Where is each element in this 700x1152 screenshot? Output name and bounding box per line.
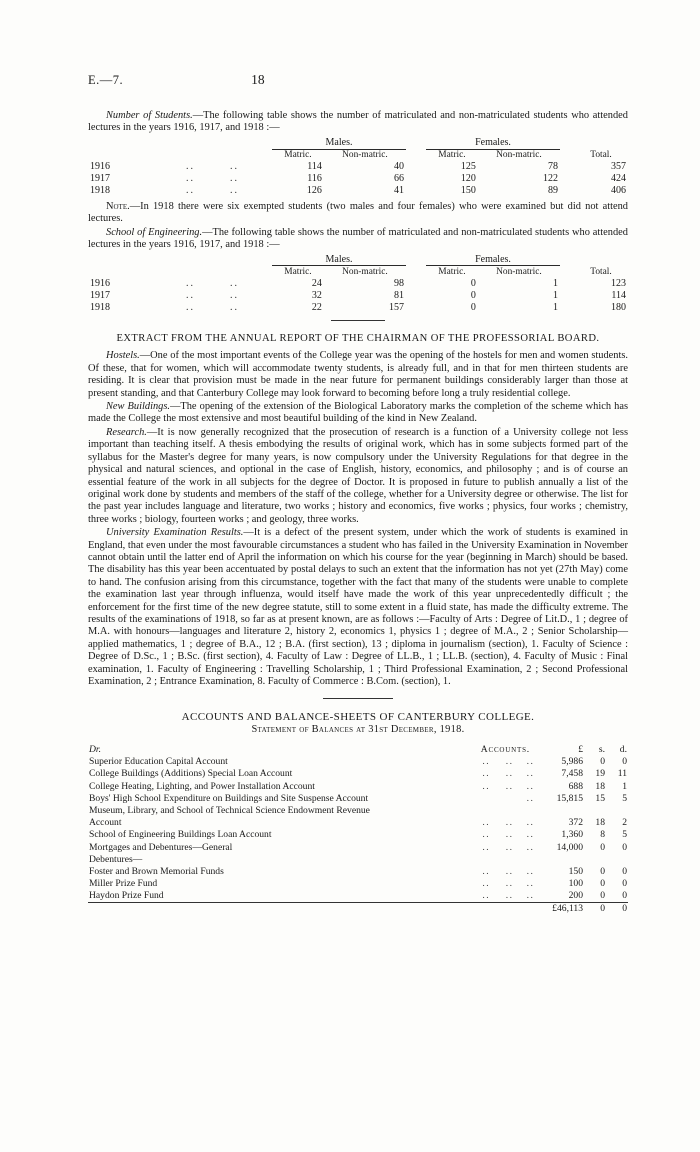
row-year: 1916 [90, 277, 110, 289]
group-header-females: Females. [426, 137, 560, 150]
cell-male-nonmatric: 41 [393, 185, 404, 197]
account-name: Foster and Brown Memorial Funds [89, 865, 224, 877]
col-header-male-nonmatric: Non-matric. [342, 150, 388, 161]
col-header-female-nonmatric: Non-matric. [496, 150, 542, 161]
leader-dots: .. [526, 768, 535, 780]
account-name: School of Engineering Buildings Loan Account [89, 829, 272, 841]
students-intro-text: —The following table shows the number of matriculated and non-matriculated students who attended lectures in the years 1916, 1917, and 1918 :— [88, 110, 628, 134]
table-column-header-row [88, 149, 628, 161]
leader-dots: .. [526, 841, 535, 853]
amount-shillings: 0 [600, 890, 605, 902]
amount-shillings: 0 [600, 841, 605, 853]
table-row [88, 301, 628, 313]
leader-dots: .. .. [482, 756, 514, 768]
table-group-header-row [88, 253, 628, 266]
paragraph-lead: New Buildings. [106, 401, 170, 413]
table-row [88, 817, 628, 829]
table-row [88, 185, 628, 197]
leader-dots: .. [186, 161, 195, 173]
amount-pounds: 200 [568, 890, 583, 902]
leader-dots: .. [186, 289, 195, 301]
cell-female-matric: 0 [470, 289, 476, 301]
amount-pounds [538, 804, 584, 816]
amount-shillings: 0 [600, 865, 605, 877]
row-year: 1917 [90, 173, 110, 185]
cell-female-nonmatric: 1 [553, 277, 558, 289]
page-content [88, 72, 628, 915]
table-row [88, 865, 628, 877]
table-row [88, 173, 628, 185]
amount-pence: 0 [622, 841, 627, 853]
cell-total: 123 [611, 277, 626, 289]
amount-pounds: 5,986 [561, 756, 583, 768]
amount-pence: 5 [622, 829, 627, 841]
col-header-female-matric: Matric. [438, 150, 466, 161]
cell-male-nonmatric: 98 [393, 277, 404, 289]
amount-shillings [584, 804, 606, 816]
accounts-divider-rule [323, 698, 393, 699]
report-section-title: EXTRACT FROM THE ANNUAL REPORT OF THE CHAIRMAN OF THE PROFESSORIAL BOARD. [116, 333, 600, 345]
leader-dots: .. [526, 829, 535, 841]
account-name: Debentures— [89, 853, 143, 865]
amount-pence: 0 [622, 890, 627, 902]
cell-total: 406 [611, 185, 626, 197]
page-number: 18 [251, 72, 265, 87]
balances-table [88, 743, 628, 915]
table-row [88, 877, 628, 889]
paragraph-text: —It is a defect of the present system, under which the work of students is examined in England, that even under the most favourable circumstances a student who has failed in the University Examination in November cannot obtain until the latter end of April the information on which his course for the year (beginning in March) should be based. The disability has this year been accentuated by postal delays to such an extent that the information has not yet (27th May) come to hand. The confusion arising from this circumstance, together with the fact that many of the students were unable to complete the examination last year through influenza, would itself have made the work of this year unprecedentedly difficult ; the enforcement for the first time of the new degree statute, still to some extent in a fluid state, has made the difficulty extreme. The results of the examinations of 1918, so far as at present known, are as follows :—Faculty of Arts : Degree of Lit.D., 1 ; degree of M.A. with honours—languages and literature 2, history 2, economics 1, physics 1 ; degree of M.A., 2 ; Senior Scholarship—applied mathematics, 1 ; degree of B.A., 12 ; B.A. (first section), 13 ; diploma in journalism (section), 1. Faculty of Science : Degree of D.Sc., 1 ; B.Sc. (first section), 4. Faculty of Law : Degree of LL.B., 1 ; LL.B. (section), 4. Faculty of Music : Final examination, 1. Faculty of Engineering : Travelling Scholarship, 1 ; Third Professional Examination, 2 ; Second Professional Examination, 2 ; Entrance Examination, 8. Faculty of Commerce : B.Com. (section), 1. [88, 527, 628, 687]
cell-male-matric: 32 [311, 289, 322, 301]
account-name: College Buildings (Additions) Special Loan Account [89, 768, 293, 780]
leader-dots: .. [230, 289, 239, 301]
amount-shillings: 8 [600, 829, 605, 841]
leader-dots: .. [230, 277, 239, 289]
table-row [88, 829, 628, 841]
leader-dots: .. [526, 878, 535, 890]
report-paragraph-research [88, 427, 628, 526]
accounts-title: ACCOUNTS AND BALANCE-SHEETS OF CANTERBURY COLLEGE. [181, 711, 535, 724]
amount-pence [606, 804, 628, 816]
row-year: 1918 [90, 185, 110, 197]
amount-pounds: 15,815 [556, 792, 583, 804]
engineering-intro-lead: School of Engineering. [106, 226, 203, 238]
cell-male-nonmatric: 40 [393, 161, 404, 173]
col-header-male-matric: Matric. [284, 150, 312, 161]
total-shillings: 0 [584, 902, 606, 915]
account-name: Haydon Prize Fund [89, 890, 164, 902]
cell-total: 114 [611, 289, 626, 301]
students-intro-lead: Number of Students. [106, 110, 193, 121]
row-year: 1917 [90, 289, 110, 301]
leader-dots: .. [230, 161, 239, 173]
leader-dots: .. [186, 185, 195, 197]
balances-header-row [88, 743, 628, 755]
students-table-wrap [88, 137, 628, 197]
col-header-total: Total. [590, 266, 612, 277]
amount-shillings [584, 853, 606, 865]
col-header-total: Total. [590, 150, 612, 161]
paragraph-lead: Hostels. [106, 350, 140, 362]
row-year: 1916 [90, 161, 110, 173]
students-intro-paragraph [88, 110, 628, 135]
col-header-female-nonmatric: Non-matric. [496, 266, 542, 277]
report-paragraph-new-buildings [88, 401, 628, 426]
paragraph-lead: Research. [106, 426, 147, 438]
col-header-shillings: s. [598, 744, 605, 755]
leader-dots: .. .. [482, 829, 514, 841]
amount-pence: 0 [622, 865, 627, 877]
section-divider-rule [331, 320, 385, 321]
row-year: 1918 [90, 301, 110, 313]
accounts-subtitle: Statement of Balances at 31st December, 1918. [251, 724, 465, 736]
accounts-column-label: Accounts. [480, 744, 530, 755]
engineering-intro-paragraph [88, 227, 628, 252]
cell-male-matric: 126 [306, 185, 322, 197]
cell-female-nonmatric: 122 [543, 173, 558, 185]
amount-pence: 0 [622, 878, 627, 890]
amount-pounds [538, 853, 584, 865]
table-row [88, 277, 628, 289]
cell-total: 357 [611, 161, 626, 173]
table-row [88, 841, 628, 853]
leader-dots: .. [186, 173, 195, 185]
cell-male-matric: 22 [311, 301, 322, 313]
leader-dots: .. .. [482, 780, 514, 792]
paragraph-text: —One of the most important events of the College year was the opening of the hostels for men and women students. Of these, that for women, which will accommodate twenty students, is already full, and in that for men thirteen students are residing. It is clear that provision must be made in the near future for permanent buildings considerably larger than those at present standing, and that Canterbury College may look forward to becoming before long a truly residential college. [88, 350, 628, 399]
paragraph-text: —It is now generally recognized that the prosecution of research is a function of a University college not less important than teaching itself. A thesis embodying the results of original work, which has in some subjects formed part of the syllabus for the Master's degree for many years, is now compulsory under the University Regulations for that degree in the physical and natural sciences, and optional in the case of English, history, economics, and philosophy ; and is of course an essential feature of the work in all subjects for the degree of Doctor. It is proposed in future to publish annually a list of the original work done by students and members of the staff of the college, whether for a University degree or otherwise. The list for the past year includes language and literature, two works ; history and economics, five works ; physics, four works ; chemistry, three works ; biology, fourteen works ; and geology, three works. [88, 426, 628, 525]
cell-female-nonmatric: 1 [553, 301, 558, 313]
amount-shillings: 19 [595, 768, 605, 780]
col-header-female-matric: Matric. [438, 266, 466, 277]
cell-female-matric: 120 [460, 173, 476, 185]
amount-pence: 5 [622, 792, 627, 804]
cell-total: 180 [611, 301, 626, 313]
amount-shillings: 0 [600, 756, 605, 768]
cell-total: 424 [611, 173, 626, 185]
cell-female-matric: 125 [460, 161, 476, 173]
cell-male-nonmatric: 81 [393, 289, 404, 301]
amount-pounds: 7,458 [561, 768, 583, 780]
table-row [88, 161, 628, 173]
cell-male-nonmatric: 157 [388, 301, 404, 313]
table-row [88, 890, 628, 903]
running-head: E.—7. [88, 73, 124, 87]
amount-shillings: 18 [595, 817, 605, 829]
cell-female-matric: 0 [470, 301, 476, 313]
report-paragraph-exam-results [88, 527, 628, 688]
leader-dots: .. .. [482, 817, 514, 829]
table-row [88, 756, 628, 768]
leader-dots: .. [526, 817, 535, 829]
leader-dots: .. [186, 277, 195, 289]
amount-pounds: 1,360 [561, 829, 583, 841]
leader-dots: .. [230, 173, 239, 185]
balances-total-row [88, 902, 628, 915]
table-row [88, 804, 628, 816]
account-name: Boys' High School Expenditure on Buildings and Site Suspense Account [89, 792, 369, 804]
amount-pounds: 688 [568, 780, 583, 792]
col-header-male-matric: Matric. [284, 266, 312, 277]
account-name: College Heating, Lighting, and Power Installation Account [89, 780, 315, 792]
leader-dots: .. .. [482, 768, 514, 780]
paragraph-text: —The opening of the extension of the Biological Laboratory marks the completion of the scheme which has made the College the most extensive and most beautiful building of the kind in New Zealand. [88, 401, 628, 425]
account-name: Superior Education Capital Account [89, 756, 228, 768]
note-text: —In 1918 there were six exempted students (two males and four females) who were examined but did not attend lectures. [88, 200, 628, 225]
total-pounds: £46,113 [538, 902, 584, 915]
table-row [88, 853, 628, 865]
cell-female-nonmatric: 1 [553, 289, 558, 301]
engineering-intro-text: —The following table shows the number of matriculated and non-matriculated students who attended lectures in the years 1916, 1917, and 1918 :— [88, 226, 628, 251]
students-note-paragraph [88, 201, 628, 226]
engineering-table [88, 253, 628, 313]
table-row [88, 289, 628, 301]
engineering-table-wrap [88, 253, 628, 313]
amount-pence: 0 [622, 756, 627, 768]
leader-dots: .. .. [482, 841, 514, 853]
paragraph-lead: University Examination Results. [106, 527, 244, 539]
account-name: Museum, Library, and School of Technical Science Endowment Revenue [89, 804, 370, 816]
account-name: Miller Prize Fund [89, 878, 158, 890]
dr-label: Dr. [89, 744, 101, 755]
cell-male-matric: 24 [311, 277, 322, 289]
amount-pence: 2 [622, 817, 627, 829]
col-header-male-nonmatric: Non-matric. [342, 266, 388, 277]
amount-pence: 11 [617, 768, 627, 780]
table-column-header-row [88, 266, 628, 278]
cell-male-nonmatric: 66 [393, 173, 404, 185]
page-header [88, 72, 628, 88]
cell-male-matric: 114 [307, 161, 322, 173]
leader-dots: .. [526, 792, 535, 804]
amount-shillings: 15 [595, 792, 605, 804]
total-pence: 0 [606, 902, 628, 915]
cell-female-nonmatric: 89 [548, 185, 558, 197]
amount-pounds: 100 [568, 878, 583, 890]
account-name: Account [89, 817, 122, 829]
table-row [88, 768, 628, 780]
account-name: Mortgages and Debentures—General [89, 841, 233, 853]
note-label: Note. [106, 200, 130, 212]
table-group-header-row [88, 137, 628, 150]
col-header-pounds: £ [578, 744, 583, 755]
students-table [88, 137, 628, 197]
group-header-males: Males. [272, 253, 406, 266]
group-header-females: Females. [426, 253, 560, 266]
leader-dots: .. [526, 780, 535, 792]
amount-pence [606, 853, 628, 865]
group-header-males: Males. [272, 137, 406, 150]
leader-dots: .. [230, 301, 239, 313]
cell-female-matric: 150 [460, 185, 476, 197]
leader-dots: .. .. [482, 890, 514, 902]
col-header-pence: d. [619, 744, 627, 755]
table-row [88, 780, 628, 792]
leader-dots: .. [526, 865, 535, 877]
amount-pounds: 14,000 [556, 841, 583, 853]
amount-pence: 1 [622, 780, 627, 792]
leader-dots: .. .. [482, 865, 514, 877]
report-paragraph-hostels [88, 350, 628, 400]
cell-female-nonmatric: 78 [548, 161, 558, 173]
leader-dots: .. [186, 301, 195, 313]
amount-pounds: 372 [568, 817, 583, 829]
amount-pounds: 150 [568, 865, 583, 877]
table-row [88, 792, 628, 804]
cell-male-matric: 116 [307, 173, 322, 185]
amount-shillings: 0 [600, 878, 605, 890]
leader-dots: .. [526, 890, 535, 902]
cell-female-matric: 0 [470, 277, 476, 289]
amount-shillings: 18 [595, 780, 605, 792]
leader-dots: .. .. [482, 878, 514, 890]
leader-dots: .. [526, 756, 535, 768]
leader-dots: .. [230, 185, 239, 197]
